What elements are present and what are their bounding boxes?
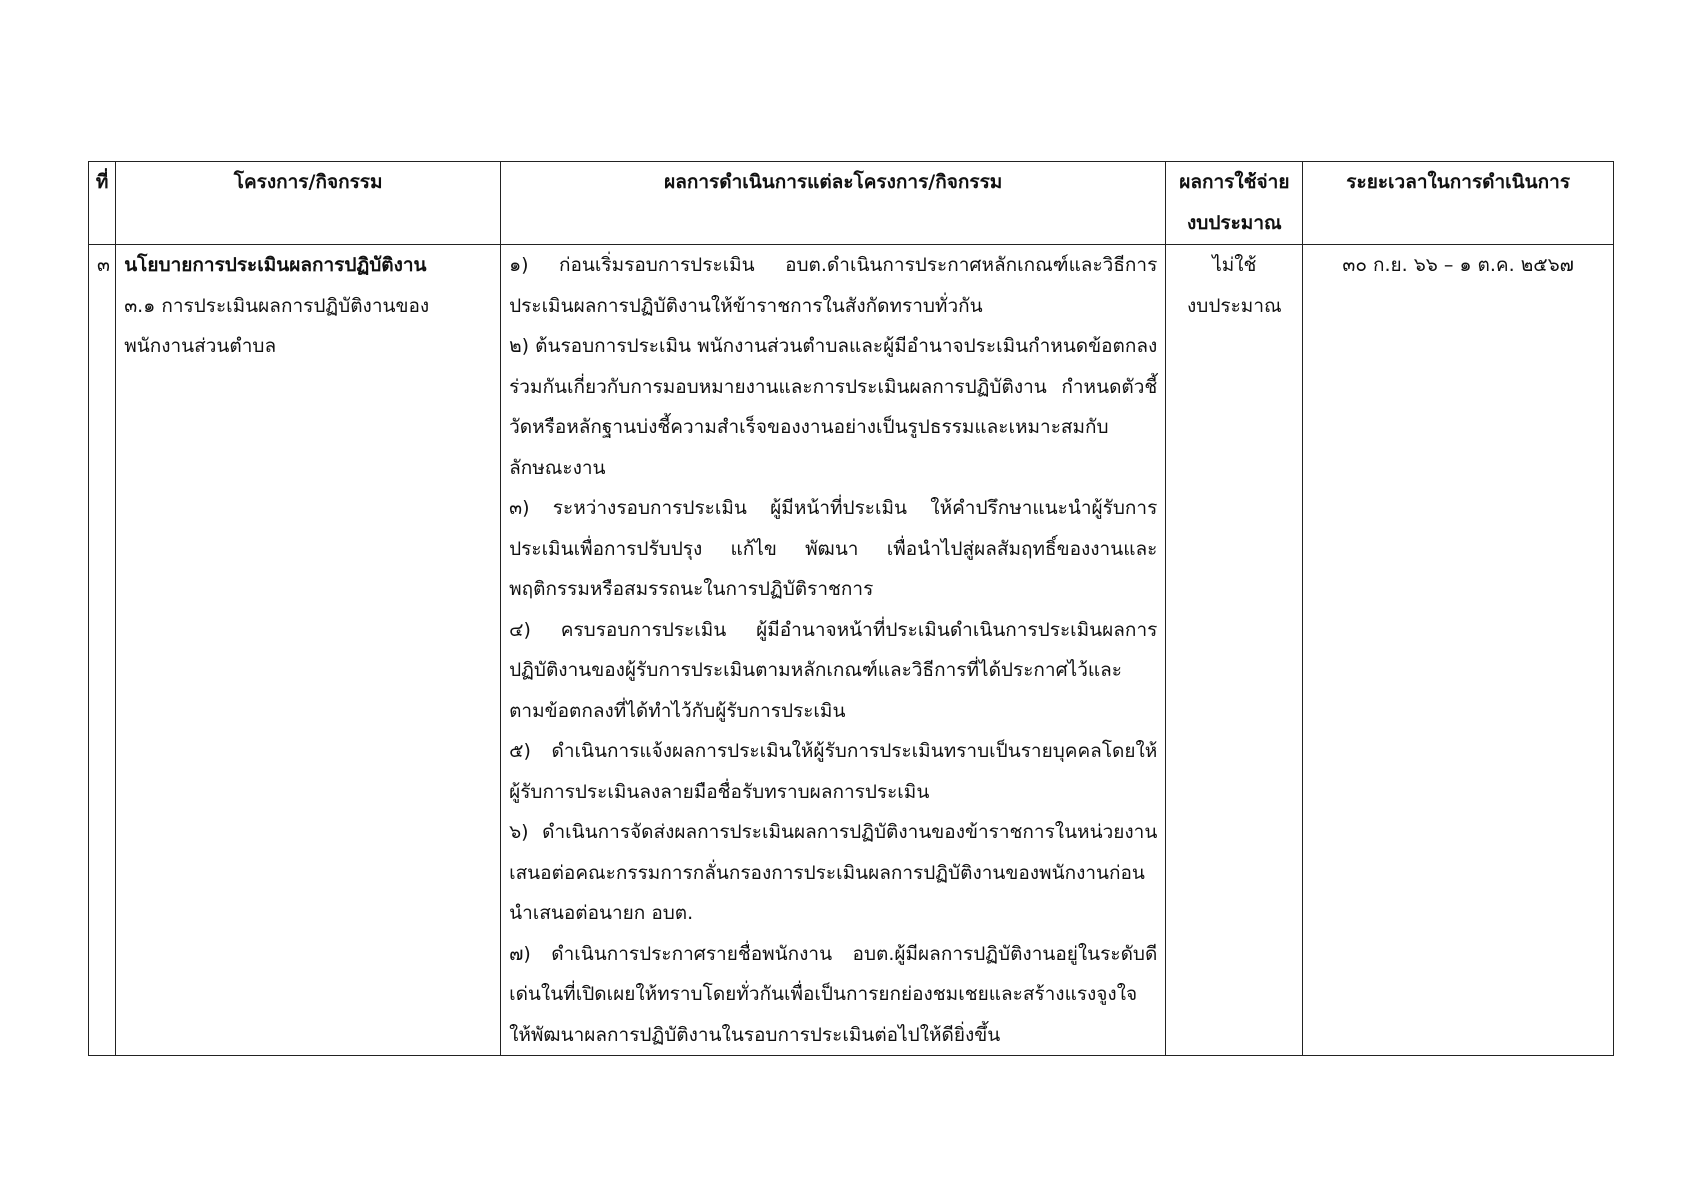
report-table [88,161,1614,1056]
result-step-4: ๔) ครบรอบการประเมิน ผู้มีอำนาจหน้าที่ประเมินดำเนินการประเมินผลการปฏิบัติงานของผู้รับการประเมินตามหลักเกณฑ์และวิธีการที่ได้ประกาศไว้และตามข้อตกลงที่ได้ทำไว้กับผู้รับการประเมิน [509,618,1158,722]
row-number: ๓ [89,245,116,1056]
result-step-2: ๒) ต้นรอบการประเมิน พนักงานส่วนตำบลและผู้มีอำนาจประเมินกำหนดข้อตกลงร่วมกันเกี่ยวกับการมอบหมายงานและการประเมินผลการปฏิบัติงาน กำหนดตัวชี้วัดหรือหลักฐานบ่งชี้ความสำเร็จของงานอย่างเป็นรูปธรรมและเหมาะสมกับลักษณะงาน [509,335,1158,479]
result-step-5: ๕) ดำเนินการแจ้งผลการประเมินให้ผู้รับการประเมินทราบเป็นรายบุคคลโดยให้ผู้รับการประเมินลงลายมือชื่อรับทราบผลการประเมิน [509,740,1158,803]
header-budget-line1: ผลการใช้จ่าย [1179,171,1290,193]
budget-line1: ไม่ใช้ [1212,254,1257,276]
result-step-3: ๓) ระหว่างรอบการประเมิน ผู้มีหน้าที่ประเมิน ให้คำปรึกษาแนะนำผู้รับการประเมินเพื่อการปรับปรุง แก้ไข พัฒนา เพื่อนำไปสู่ผลสัมฤทธิ์ของงานและพฤติกรรมหรือสมรรถนะในการปฏิบัติราชการ [509,497,1158,600]
project-subtitle-line1: ๓.๑ การประเมินผลการปฏิบัติงานของ [124,294,430,317]
period-cell: ๓๐ ก.ย. ๖๖ – ๑ ต.ค. ๒๕๖๗ [1303,245,1614,1056]
header-project: โครงการ/กิจกรรม [116,162,501,245]
result-step-7: ๗) ดำเนินการประกาศรายชื่อพนักงาน อบต.ผู้มีผลการปฏิบัติงานอยู่ในระดับดีเด่นในที่เปิดเผยให้ทราบโดยทั่วกันเพื่อเป็นการยกย่องชมเชยและสร้างแรงจูงใจให้พัฒนาผลการปฏิบัติงานในรอบการประเมินต่อไปให้ดียิ่งขึ้น [509,942,1158,1046]
header-budget [1166,162,1303,245]
header-period: ระยะเวลาในการดำเนินการ [1303,162,1614,245]
header-no: ที่ [89,162,116,245]
project-cell [116,245,501,1056]
project-title: นโยบายการประเมินผลการปฏิบัติงาน [124,254,427,276]
result-step-1: ๑) ก่อนเริ่มรอบการประเมิน อบต.ดำเนินการประกาศหลักเกณฑ์และวิธีการประเมินผลการปฏิบัติงานให้ข้าราชการในสังกัดทราบทั่วกัน [509,254,1158,317]
table-header-row [89,162,1614,245]
header-results: ผลการดำเนินการแต่ละโครงการ/กิจกรรม [501,162,1166,245]
table-row [89,245,1614,1056]
budget-line2: งบประมาณ [1187,294,1282,317]
budget-cell [1166,245,1303,1056]
header-budget-line2: งบประมาณ [1187,212,1282,234]
project-subtitle-line2: พนักงานส่วนตำบล [124,335,277,357]
result-step-6: ๖) ดำเนินการจัดส่งผลการประเมินผลการปฏิบัติงานของข้าราชการในหน่วยงานเสนอต่อคณะกรรมการกลั่นกรองการประเมินผลการปฏิบัติงานของพนักงานก่อนนำเสนอต่อนายก อบต. [509,821,1158,924]
results-cell [501,245,1166,1056]
